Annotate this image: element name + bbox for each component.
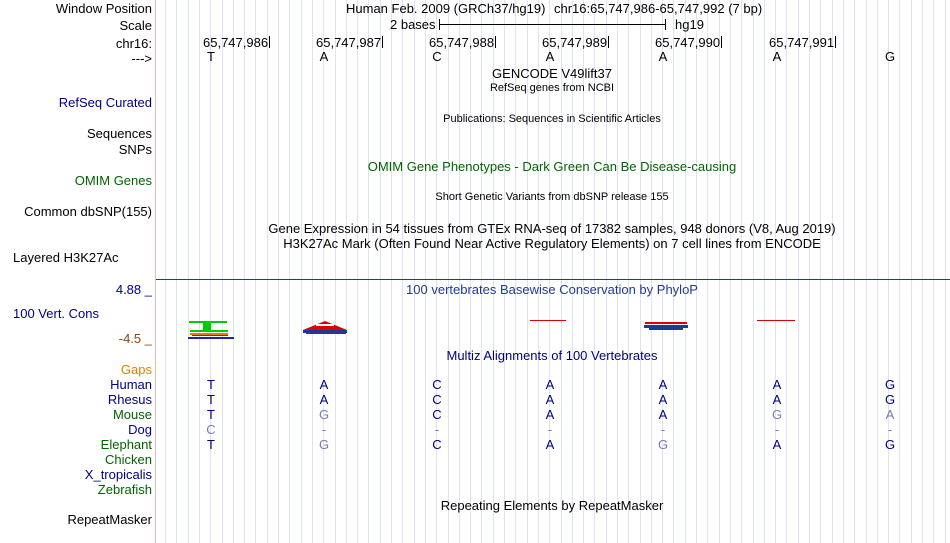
assembly-text: Human Feb. 2009 (GRCh37/hg19) <box>346 1 546 16</box>
alignment-base: A <box>545 407 555 422</box>
alignment-base: C <box>206 422 216 437</box>
alignment-base: A <box>658 377 668 392</box>
repeatmasker-track-desc[interactable]: Repeating Elements by RepeatMasker <box>440 498 664 513</box>
coordinate-tick-label: 65,747,988 <box>429 35 495 50</box>
alignment-base: G <box>884 437 896 452</box>
dna-base: C <box>432 49 442 64</box>
alignment-base: A <box>658 407 668 422</box>
sequences-track-label[interactable]: Sequences <box>86 126 152 141</box>
species-label-zebrafish[interactable]: Zebrafish <box>97 482 152 497</box>
species-label-elephant[interactable]: Elephant <box>100 437 152 452</box>
alignment-base: A <box>319 392 329 407</box>
alignment-base: - <box>660 422 666 437</box>
refseq-track-desc[interactable]: RefSeq genes from NCBI <box>489 82 615 94</box>
alignment-base: C <box>432 392 442 407</box>
publications-track-desc[interactable]: Publications: Sequences in Scientific Articles <box>443 113 661 125</box>
omim-track-label[interactable]: OMIM Genes <box>74 173 152 188</box>
alignment-base: T <box>207 407 215 422</box>
alignment-base: A <box>772 377 782 392</box>
scale-bases-text: 2 bases <box>390 17 436 32</box>
refseq-track-label[interactable]: RefSeq Curated <box>58 95 152 110</box>
multiz-track-title[interactable]: Multiz Alignments of 100 Vertebrates <box>446 348 658 363</box>
alignment-base: A <box>772 437 782 452</box>
gencode-track-title[interactable]: GENCODE V49lift37 <box>492 66 612 81</box>
omim-track-desc[interactable]: OMIM Gene Phenotypes - Dark Green Can Be Disease-causing <box>367 159 737 174</box>
coordinate-tick-label: 65,747,986 <box>203 35 269 50</box>
h3k27ac-track-label[interactable]: Layered H3K27Ac <box>13 250 119 265</box>
dna-base: T <box>207 49 215 64</box>
snps-track-label[interactable]: SNPs <box>118 142 152 157</box>
scale-db-text: hg19 <box>675 17 704 32</box>
logo-base-1 <box>188 321 234 339</box>
alignment-base: G <box>657 437 669 452</box>
species-label-dog[interactable]: Dog <box>128 422 152 437</box>
dna-base: A <box>772 49 782 64</box>
dna-base: A <box>319 49 329 64</box>
dna-base: A <box>545 49 555 64</box>
alignment-base: - <box>547 422 553 437</box>
scale-label: Scale <box>119 18 152 33</box>
alignment-base: - <box>774 422 780 437</box>
alignment-base: A <box>772 392 782 407</box>
alignment-base: C <box>432 377 442 392</box>
phylop-min-label: -4.5 _ <box>118 331 152 346</box>
species-label-rhesus[interactable]: Rhesus <box>107 392 152 407</box>
alignment-base: A <box>658 392 668 407</box>
alignment-base: G <box>884 377 896 392</box>
alignment-base: T <box>207 437 215 452</box>
alignment-base: A <box>319 377 329 392</box>
dbsnp-track-label[interactable]: Common dbSNP(155) <box>24 204 152 219</box>
alignment-base: G <box>318 437 330 452</box>
species-label-chicken[interactable]: Chicken <box>105 452 152 467</box>
species-label-mouse[interactable]: Mouse <box>112 407 152 422</box>
window-position-label: Window Position <box>55 1 152 16</box>
alignment-base: T <box>207 392 215 407</box>
coordinate-tick-label: 65,747,990 <box>655 35 721 50</box>
alignment-base: C <box>432 407 442 422</box>
logo-base-6 <box>757 320 795 321</box>
alignment-base: A <box>545 377 555 392</box>
alignment-base: G <box>884 392 896 407</box>
logo-base-4 <box>530 320 566 321</box>
species-label-x_tropicalis[interactable]: X_tropicalis <box>84 467 152 482</box>
alignment-base: A <box>545 437 555 452</box>
gaps-label: Gaps <box>120 362 152 377</box>
coordinate-tick-label: 65,747,989 <box>542 35 608 50</box>
alignment-base: - <box>321 422 327 437</box>
phylop-max-label: 4.88 _ <box>115 282 152 297</box>
coordinate-tick-label: 65,747,987 <box>316 35 382 50</box>
position-text: chr16:65,747,986-65,747,992 (7 bp) <box>554 1 763 16</box>
phylop-track-title[interactable]: 100 vertebrates Basewise Conservation by PhyloP <box>406 282 698 297</box>
gtex-track-desc[interactable]: Gene Expression in 54 tissues from GTEx RNA-seq of 17382 samples, 948 donors (V8, Aug 2019) <box>268 221 836 236</box>
alignment-base: A <box>545 392 555 407</box>
strand-label: ---> <box>131 51 152 66</box>
dbsnp-track-desc[interactable]: Short Genetic Variants from dbSNP release 155 <box>435 191 669 203</box>
logo-base-2 <box>303 321 347 334</box>
alignment-base: T <box>207 377 215 392</box>
cons-track-label[interactable]: 100 Vert. Cons <box>13 306 99 321</box>
alignment-base: G <box>771 407 783 422</box>
chrom-label: chr16: <box>115 36 152 51</box>
logo-base-5 <box>644 322 688 330</box>
alignment-base: A <box>885 407 895 422</box>
dna-base: A <box>658 49 668 64</box>
alignment-base: C <box>432 437 442 452</box>
repeatmasker-track-label[interactable]: RepeatMasker <box>67 512 152 527</box>
alignment-base: - <box>887 422 893 437</box>
coordinate-tick-label: 65,747,991 <box>769 35 835 50</box>
alignment-base: - <box>434 422 440 437</box>
dna-base: G <box>884 49 896 64</box>
species-label-human[interactable]: Human <box>110 377 152 392</box>
h3k27ac-track-desc[interactable]: H3K27Ac Mark (Often Found Near Active Regulatory Elements) on 7 cell lines from ENCODE <box>283 236 821 251</box>
alignment-base: G <box>318 407 330 422</box>
